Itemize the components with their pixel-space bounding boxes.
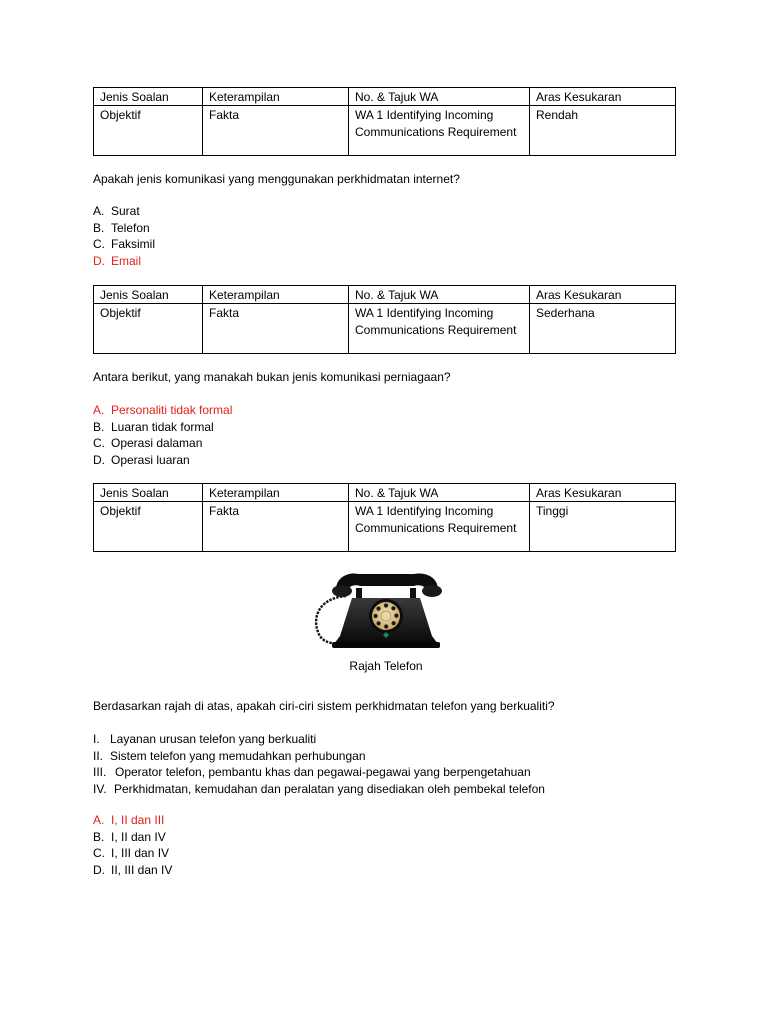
statement-key: IV.	[93, 781, 107, 796]
option-text: Operasi luaran	[111, 452, 190, 467]
option-key: A.	[93, 204, 105, 218]
question-1-text: Apakah jenis komunikasi yang menggunakan perkhidmatan internet?	[93, 172, 460, 186]
option-text: I, III dan IV	[111, 846, 170, 860]
option-text: I, II dan IV	[111, 829, 166, 844]
header-aras-kesukaran: Aras Kesukaran	[530, 88, 676, 106]
table-header-row	[94, 88, 676, 106]
option-text: Personaliti tidak formal	[111, 403, 233, 417]
option-c	[93, 435, 232, 452]
question-2-text: Antara berikut, yang manakah bukan jenis komunikasi perniagaan?	[93, 370, 451, 384]
option-text: Surat	[111, 204, 140, 218]
option-d-correct-answer	[93, 253, 155, 270]
cell-tajuk-wa: WA 1 Identifying Incoming Communications Requirement	[349, 106, 530, 156]
option-text: Email	[111, 253, 142, 268]
table-row	[94, 304, 676, 354]
statement-text: Operator telefon, pembantu khas dan pegawai-pegawai yang berpengetahuan	[115, 765, 531, 779]
header-keterampilan: Keterampilan	[203, 484, 349, 502]
cell-keterampilan: Fakta	[203, 502, 349, 552]
cell-tajuk-wa: WA 1 Identifying Incoming Communications Requirement	[349, 502, 530, 552]
question-3-statements	[93, 731, 545, 797]
table-header-row	[94, 484, 676, 502]
cell-aras-kesukaran: Rendah	[530, 106, 676, 156]
header-aras-kesukaran: Aras Kesukaran	[530, 286, 676, 304]
option-text: Telefon	[111, 220, 150, 235]
statement-i	[93, 731, 545, 748]
option-d	[93, 452, 232, 469]
option-key: A.	[93, 403, 105, 417]
option-a	[93, 203, 155, 220]
header-jenis-soalan: Jenis Soalan	[94, 286, 203, 304]
header-keterampilan: Keterampilan	[203, 286, 349, 304]
statement-text: Layanan urusan telefon yang berkualiti	[110, 732, 317, 746]
statement-key: I.	[93, 732, 100, 746]
statement-key: III.	[93, 765, 107, 779]
option-c	[93, 845, 172, 862]
table-row	[94, 502, 676, 552]
option-key: C.	[93, 436, 105, 450]
option-b	[93, 220, 155, 237]
option-text: Operasi dalaman	[111, 436, 203, 450]
cell-keterampilan: Fakta	[203, 304, 349, 354]
option-key: B.	[93, 220, 105, 235]
option-key: B.	[93, 829, 105, 844]
statement-iv	[93, 781, 545, 798]
option-b	[93, 829, 172, 846]
telephone-figure	[306, 566, 466, 674]
statement-ii	[93, 748, 545, 765]
header-tajuk-wa: No. & Tajuk WA	[349, 484, 530, 502]
option-d	[93, 862, 172, 879]
option-key: D.	[93, 452, 105, 467]
question-3-meta-table	[93, 483, 676, 552]
question-1-meta-table	[93, 87, 676, 156]
cell-jenis-soalan: Objektif	[94, 304, 203, 354]
option-key: D.	[93, 253, 105, 268]
statement-iii	[93, 764, 545, 781]
cell-jenis-soalan: Objektif	[94, 106, 203, 156]
option-a-correct-answer	[93, 812, 172, 829]
option-b	[93, 419, 232, 436]
header-tajuk-wa: No. & Tajuk WA	[349, 88, 530, 106]
option-c	[93, 236, 155, 253]
table-row	[94, 106, 676, 156]
question-2-meta-table	[93, 285, 676, 354]
header-aras-kesukaran: Aras Kesukaran	[530, 484, 676, 502]
question-2-options	[93, 402, 232, 468]
header-tajuk-wa: No. & Tajuk WA	[349, 286, 530, 304]
option-text: Faksimil	[111, 237, 155, 251]
cell-jenis-soalan: Objektif	[94, 502, 203, 552]
table-header-row	[94, 286, 676, 304]
option-key: B.	[93, 419, 105, 434]
question-3-text: Berdasarkan rajah di atas, apakah ciri-ciri sistem perkhidmatan telefon yang berkualiti?	[93, 699, 555, 713]
cell-keterampilan: Fakta	[203, 106, 349, 156]
option-key: C.	[93, 846, 105, 860]
statement-key: II.	[93, 748, 104, 763]
option-text: Luaran tidak formal	[111, 419, 214, 434]
question-1-options	[93, 203, 155, 269]
cell-aras-kesukaran: Tinggi	[530, 502, 676, 552]
option-a-correct-answer	[93, 402, 232, 419]
statement-text: Perkhidmatan, kemudahan dan peralatan yang disediakan oleh pembekal telefon	[114, 781, 545, 796]
option-key: C.	[93, 237, 105, 251]
header-keterampilan: Keterampilan	[203, 88, 349, 106]
header-jenis-soalan: Jenis Soalan	[94, 484, 203, 502]
option-key: A.	[93, 813, 105, 827]
statement-text: Sistem telefon yang memudahkan perhubungan	[110, 748, 366, 763]
option-text: I, II dan III	[111, 813, 165, 827]
option-text: II, III dan IV	[111, 862, 173, 877]
option-key: D.	[93, 862, 105, 877]
cell-aras-kesukaran: Sederhana	[530, 304, 676, 354]
figure-caption: Rajah Telefon	[349, 659, 423, 673]
cell-tajuk-wa: WA 1 Identifying Incoming Communications Requirement	[349, 304, 530, 354]
question-3-options	[93, 812, 172, 878]
header-jenis-soalan: Jenis Soalan	[94, 88, 203, 106]
rotary-telephone-image	[306, 566, 466, 650]
